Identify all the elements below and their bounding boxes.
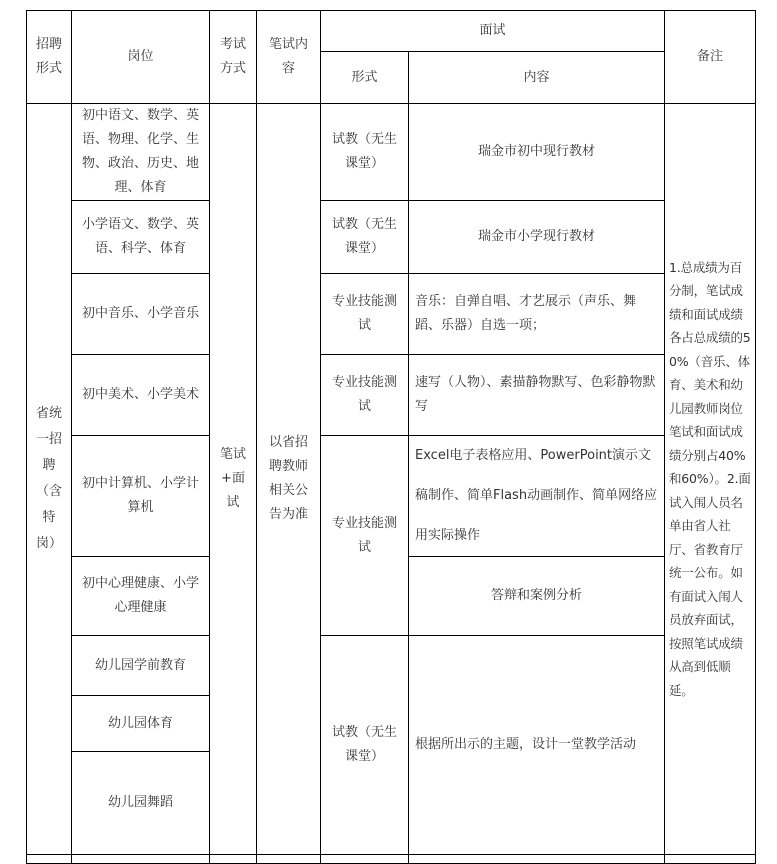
next-row-cell <box>209 854 257 864</box>
position-cell: 幼儿园学前教育 <box>71 635 210 696</box>
position-cell: 幼儿园舞蹈 <box>71 751 210 855</box>
interview-form-cell: 试教（无生课堂） <box>320 103 409 201</box>
position-cell: 初中计算机、小学计算机 <box>71 435 210 557</box>
position-cell: 初中美术、小学美术 <box>71 354 210 436</box>
header-exam-method: 考试方式 <box>209 10 257 104</box>
header-interview-form: 形式 <box>320 51 409 104</box>
position-cell: 初中音乐、小学音乐 <box>71 273 210 355</box>
written-content-cell: 以省招聘教师相关公告为准 <box>256 103 321 855</box>
position-cell: 初中心理健康、小学 心理健康 <box>71 556 210 636</box>
header-written-content: 笔试内容 <box>256 10 321 104</box>
position-cell: 小学语文、数学、英语、科学、体育 <box>71 200 210 274</box>
interview-content-cell: 音乐：自弹自唱、才艺展示（声乐、舞蹈、乐器）自选一项； <box>408 273 665 355</box>
interview-form-cell: 专业技能测试 <box>320 273 409 355</box>
exam-method-cell: 笔试+面试 <box>209 103 257 855</box>
interview-content-cell: 瑞金市小学现行教材 <box>408 200 665 274</box>
position-cell: 初中语文、数学、英语、物理、化学、生物、政治、历史、地理、体育 <box>71 103 210 201</box>
interview-form-cell: 专业技能测试 <box>320 435 409 636</box>
next-row-cell <box>256 854 321 864</box>
interview-form-cell: 试教（无生课堂） <box>320 200 409 274</box>
position-cell: 幼儿园体育 <box>71 695 210 752</box>
interview-content-cell: 速写（人物）、素描静物默写、色彩静物默写 <box>408 354 665 436</box>
header-interview-content: 内容 <box>408 51 665 104</box>
interview-form-cell: 专业技能测试 <box>320 354 409 436</box>
header-remarks: 备注 <box>664 10 756 104</box>
interview-content-cell: 瑞金市初中现行教材 <box>408 103 665 201</box>
recruit-form-cell: 省统一招聘（含特岗） <box>26 103 72 855</box>
interview-content-cell: Excel电子表格应用、PowerPoint演示文稿制作、简单Flash动画制作、简单网络应用实际操作 <box>408 435 665 557</box>
header-interview: 面试 <box>320 10 665 52</box>
interview-form-cell: 试教（无生课堂） <box>320 635 409 855</box>
interview-content-cell: 答辩和案例分析 <box>408 556 665 636</box>
next-row-cell <box>71 854 210 864</box>
header-recruit-form: 招聘形式 <box>26 10 72 104</box>
interview-content-cell: 根据所出示的主题，设计一堂教学活动 <box>408 635 665 855</box>
next-row-cell <box>320 854 409 864</box>
next-row-cell <box>664 854 756 864</box>
next-row-cell <box>408 854 665 864</box>
remarks-cell: 1.总成绩为百分制，笔试成绩和面试成绩各占总成绩的50%（音乐、体育、美术和幼儿园教师岗位笔试和面试成绩分别占40%和60%）。2.面试入闱人员名单由省人社厅、省教育厅统一公布。如有面试入闱人员放弃面试，按照笔试成绩从高到低顺延。 <box>664 103 756 855</box>
next-row-cell <box>26 854 72 864</box>
header-position: 岗位 <box>71 10 210 104</box>
